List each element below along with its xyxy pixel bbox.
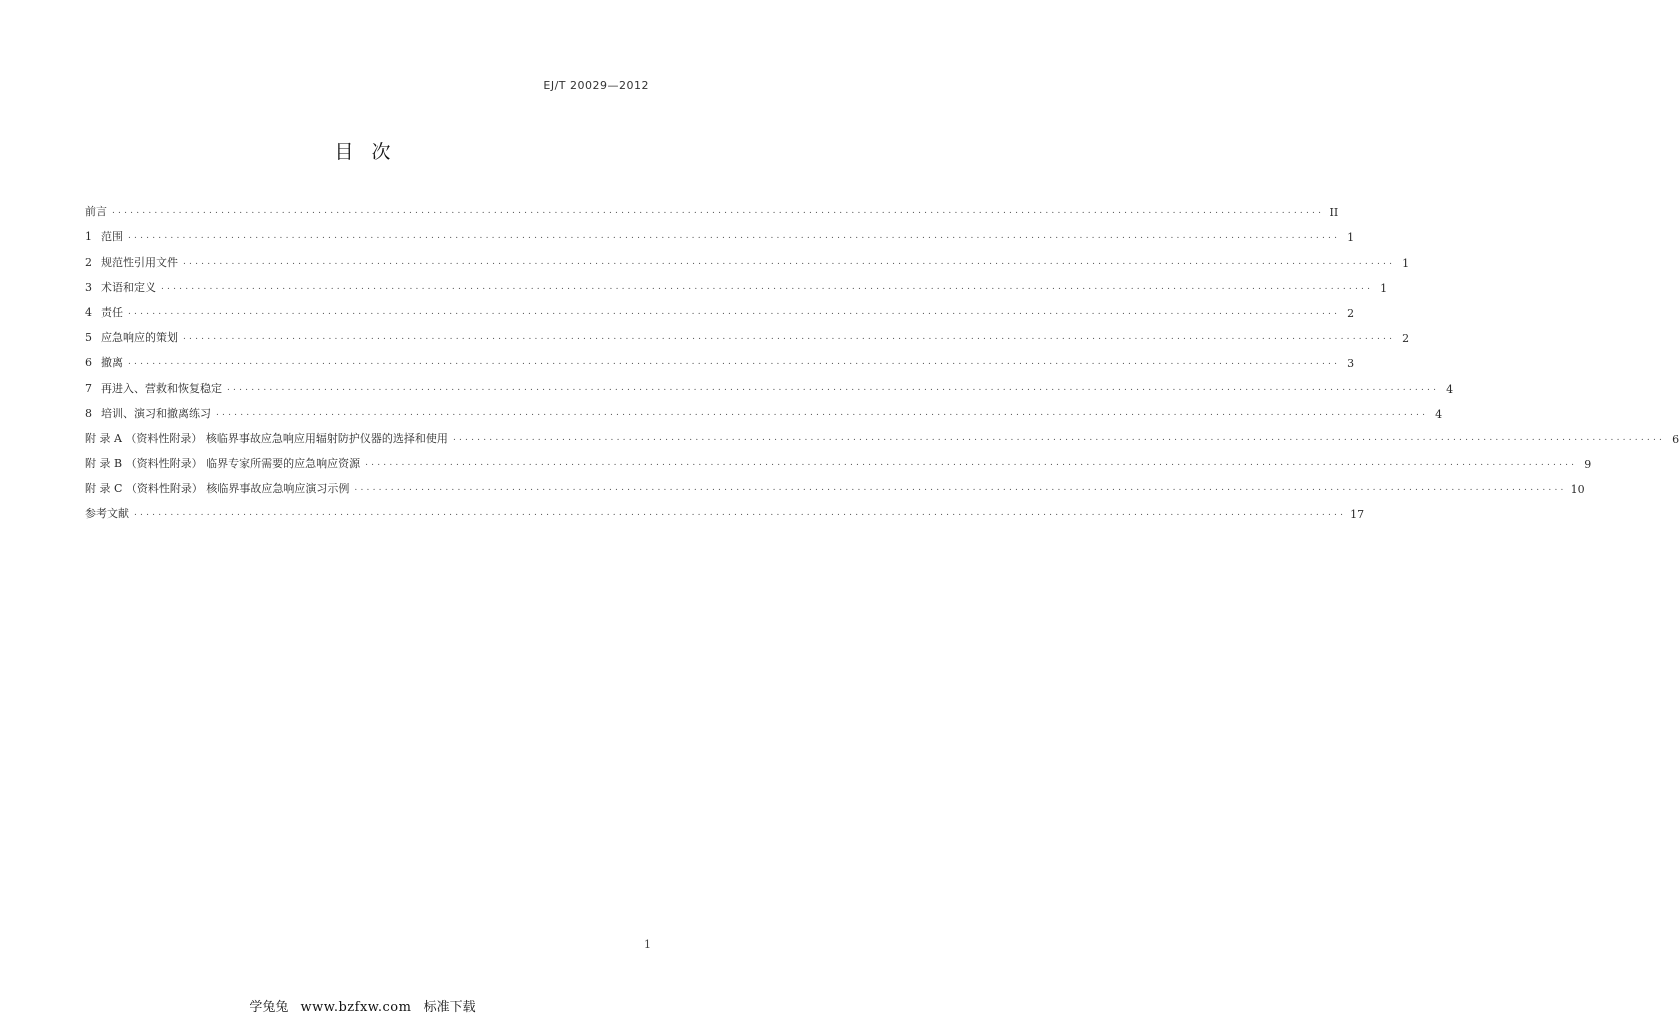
toc-entry[interactable] [85, 244, 1410, 270]
toc-entry[interactable] [85, 471, 1585, 497]
watermark [0, 996, 725, 1015]
toc-dot-leader: ........................................................................................................................................................................................................ [183, 256, 1396, 267]
toc-entry-label [85, 329, 178, 345]
toc-entry-page: II [1329, 206, 1339, 220]
toc-entry-label [85, 380, 222, 396]
toc-entry-label [85, 430, 448, 446]
toc-entry-page: 2 [1347, 306, 1355, 320]
toc-entry[interactable] [85, 446, 1592, 472]
toc-entry-page: 9 [1584, 458, 1592, 472]
toc-entry-number: 1 [85, 230, 92, 244]
toc-dot-leader: ........................................................................................................................................................................................................ [134, 508, 1347, 519]
toc-entry-number: 3 [85, 280, 92, 294]
toc-entry[interactable] [85, 370, 1454, 396]
toc-entry-number: 7 [85, 381, 92, 395]
toc-entry[interactable] [85, 396, 1443, 421]
toc-entry-page: 6 [1672, 432, 1679, 446]
toc-entry-text: 应急响应的策划 [101, 331, 178, 345]
toc-entry-page: 1 [1380, 281, 1388, 295]
toc-entry[interactable] [85, 345, 1355, 371]
toc-entry-label [85, 304, 123, 320]
toc-entry-label [85, 279, 156, 295]
toc-entry[interactable] [85, 421, 1679, 446]
toc-entry-label [85, 228, 123, 244]
standard-code: EJ/T 20029—2012 [543, 79, 649, 92]
toc-entry-text: 附 录 C （资料性附录） 核临界事故应急响应演习示例 [85, 482, 350, 496]
toc-entry[interactable] [85, 496, 1365, 522]
toc-entry-text: 前言 [85, 205, 107, 219]
toc-entry-page: 10 [1570, 483, 1585, 497]
toc-entry-page: 4 [1446, 382, 1454, 396]
toc-dot-leader: ........................................................................................................................................................................................................ [128, 306, 1341, 317]
toc-entry-number: 8 [85, 406, 92, 420]
toc-entry-page: 3 [1347, 357, 1355, 371]
toc-entry[interactable] [85, 270, 1388, 295]
toc-entry-page: 17 [1350, 508, 1365, 522]
toc-entry-label [85, 203, 107, 219]
toc-entry[interactable] [85, 320, 1410, 346]
toc-dot-leader: ........................................................................................................................................................................................................ [216, 407, 1429, 418]
toc-entry-label [85, 480, 349, 496]
toc-entry-label [85, 254, 178, 270]
toc-entry[interactable] [85, 194, 1339, 220]
toc-dot-leader: ........................................................................................................................................................................................................ [354, 483, 1567, 494]
toc-dot-leader: ........................................................................................................................................................................................................ [227, 382, 1440, 393]
toc-entry-text: 再进入、营救和恢复稳定 [101, 381, 222, 395]
table-of-contents [85, 194, 1679, 522]
toc-entry-text: 责任 [101, 305, 123, 319]
toc-entry-page: 2 [1402, 332, 1410, 346]
toc-entry-number: 2 [85, 255, 92, 269]
toc-dot-leader: ........................................................................................................................................................................................................ [161, 281, 1374, 292]
toc-dot-leader: ........................................................................................................................................................................................................ [112, 206, 1325, 217]
watermark-site-name: 学兔兔 [249, 1000, 289, 1015]
watermark-url[interactable]: www.bzfxw.com [300, 1000, 412, 1015]
toc-entry-text: 培训、演习和撤离练习 [101, 406, 211, 420]
toc-entry-number: 6 [85, 356, 92, 370]
toc-entry-text: 范围 [101, 230, 123, 244]
toc-entry-page: 1 [1347, 231, 1355, 245]
toc-entry-text: 规范性引用文件 [101, 255, 178, 269]
toc-entry[interactable] [85, 219, 1355, 245]
toc-entry-label [85, 405, 211, 421]
toc-entry-label [85, 455, 360, 471]
toc-entry-page: 4 [1435, 407, 1443, 421]
toc-entry-text: 附 录 A （资料性附录） 核临界事故应急响应用辐射防护仪器的选择和使用 [85, 431, 448, 445]
toc-entry-label [85, 505, 129, 521]
toc-entry-text: 撤离 [101, 356, 123, 370]
toc-entry[interactable] [85, 295, 1355, 320]
toc-dot-leader: ........................................................................................................................................................................................................ [183, 332, 1396, 343]
page-number: 1 [644, 938, 651, 951]
toc-dot-leader: ........................................................................................................................................................................................................ [365, 458, 1578, 469]
toc-dot-leader: ........................................................................................................................................................................................................ [128, 357, 1341, 368]
toc-entry-text: 附 录 B （资料性附录） 临界专家所需要的应急响应资源 [85, 457, 361, 471]
toc-entry-page: 1 [1402, 256, 1410, 270]
watermark-text: 标准下载 [423, 1000, 476, 1015]
toc-entry-number: 5 [85, 331, 92, 345]
toc-entry-text: 术语和定义 [101, 280, 156, 294]
toc-entry-label [85, 354, 123, 370]
toc-title: 目次 [334, 141, 409, 163]
toc-dot-leader: ........................................................................................................................................................................................................ [452, 432, 1666, 443]
toc-entry-number: 4 [85, 305, 92, 319]
toc-entry-text: 参考文献 [85, 507, 129, 521]
toc-dot-leader: ........................................................................................................................................................................................................ [128, 231, 1341, 242]
